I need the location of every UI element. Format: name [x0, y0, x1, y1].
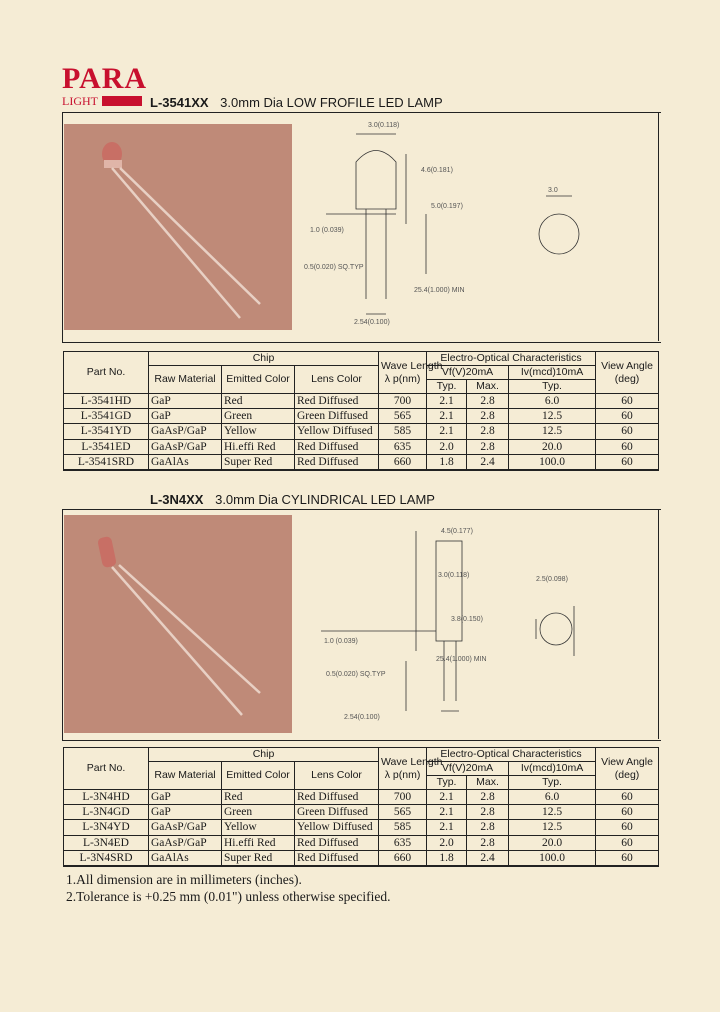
cell-emitted-color: Super Red: [222, 454, 295, 470]
dim-label-8: 3.0: [548, 187, 558, 194]
cell-vf-typ: 2.0: [427, 835, 467, 850]
cell-emitted-color: Yellow: [222, 820, 295, 835]
cell-wavelength: 635: [379, 439, 427, 454]
cell-part-no: L-3541ED: [64, 439, 149, 454]
cell-wavelength: 700: [379, 394, 427, 409]
cell-lens-color: Green Diffused: [295, 805, 379, 820]
header-view-angle-text: View Angle: [601, 755, 653, 768]
cell-raw-material: GaAsP/GaP: [149, 439, 222, 454]
cell-wavelength: 585: [379, 424, 427, 439]
header-chip: Chip: [149, 352, 379, 366]
table-row: [64, 850, 659, 866]
table-row: [64, 790, 659, 805]
cell-raw-material: GaAlAs: [149, 850, 222, 866]
cell-lens-color: Red Diffused: [295, 439, 379, 454]
cell-raw-material: GaAsP/GaP: [149, 820, 222, 835]
header-iv: Iv(mcd)10mA: [509, 762, 596, 776]
cell-iv-typ: 12.5: [509, 424, 596, 439]
section-1-heading: [150, 95, 443, 110]
header-lens-color: Lens Color: [295, 366, 379, 394]
header-vf-max: Max.: [467, 380, 509, 394]
header-raw-material: Raw Material: [149, 762, 222, 790]
cell-vf-max: 2.8: [467, 424, 509, 439]
section-1-product-photo: [64, 124, 292, 330]
logo-bar: [102, 96, 142, 106]
dim-label-8: 2.5(0.098): [536, 576, 568, 583]
header-wave-length-text: Wave Length: [381, 755, 443, 768]
cell-raw-material: GaP: [149, 805, 222, 820]
cell-wavelength: 660: [379, 454, 427, 470]
cell-iv-typ: 20.0: [509, 835, 596, 850]
section-1-spec-table: [63, 351, 659, 471]
cell-iv-typ: 6.0: [509, 394, 596, 409]
section-1-part-series: L-3541XX: [150, 95, 209, 110]
cell-emitted-color: Hi.effi Red: [222, 439, 295, 454]
cell-iv-typ: 100.0: [509, 850, 596, 866]
section-1-dimension-drawing: [296, 114, 656, 340]
cell-view-angle: 60: [596, 409, 659, 424]
cell-raw-material: GaP: [149, 394, 222, 409]
cell-emitted-color: Red: [222, 790, 295, 805]
cell-lens-color: Red Diffused: [295, 835, 379, 850]
dim-label-5: 0.5(0.020) SQ.TYP: [326, 671, 386, 678]
cell-wavelength: 565: [379, 805, 427, 820]
header-wave-unit: λ p(nm): [384, 372, 421, 385]
header-part-no: Part No.: [64, 352, 149, 394]
table-row: [64, 820, 659, 835]
dim-label-3: 3.8(0.150): [451, 616, 483, 623]
cell-emitted-color: Hi.effi Red: [222, 835, 295, 850]
cell-raw-material: GaAlAs: [149, 454, 222, 470]
header-lens-color: Lens Color: [295, 762, 379, 790]
header-iv: Iv(mcd)10mA: [509, 366, 596, 380]
cell-part-no: L-3N4HD: [64, 790, 149, 805]
cell-raw-material: GaP: [149, 409, 222, 424]
dim-label-1: 3.0(0.118): [368, 122, 400, 129]
notes: [66, 871, 390, 905]
header-deg: (deg): [614, 768, 640, 781]
cell-vf-typ: 2.1: [427, 790, 467, 805]
dim-label-2: 3.0(0.118): [438, 572, 470, 579]
note-1: 1.All dimension are in millimeters (inches).: [66, 872, 302, 887]
table-row: [64, 424, 659, 439]
para-light-logo: [62, 62, 148, 110]
section-1-description: 3.0mm Dia LOW FROFILE LED LAMP: [220, 95, 443, 110]
cell-lens-color: Yellow Diffused: [295, 820, 379, 835]
cell-wavelength: 565: [379, 409, 427, 424]
header-electro-optical: Electro-Optical Characteristics: [427, 748, 596, 762]
cell-vf-typ: 1.8: [427, 850, 467, 866]
dim-label-7: 2.54(0.100): [344, 714, 380, 721]
cell-part-no: L-3541YD: [64, 424, 149, 439]
cell-vf-typ: 2.1: [427, 409, 467, 424]
cell-wavelength: 635: [379, 835, 427, 850]
dim-label-3: 5.0(0.197): [431, 203, 463, 210]
cell-vf-typ: 2.1: [427, 820, 467, 835]
cell-part-no: L-3N4YD: [64, 820, 149, 835]
cell-emitted-color: Super Red: [222, 850, 295, 866]
logo-brand: PARA: [62, 62, 148, 95]
header-wave-length: [379, 352, 443, 394]
header-wave-length: [379, 748, 443, 790]
header-vf: Vf(V)20mA: [427, 366, 509, 380]
header-chip: Chip: [149, 748, 379, 762]
cell-view-angle: 60: [596, 439, 659, 454]
header-vf-typ: Typ.: [427, 380, 467, 394]
header-wave-unit: λ p(nm): [384, 768, 421, 781]
header-view-angle: [596, 748, 659, 790]
header-view-angle-text: View Angle: [601, 359, 653, 372]
header-emitted-color: Emitted Color: [222, 366, 295, 394]
cell-raw-material: GaP: [149, 790, 222, 805]
cell-emitted-color: Red: [222, 394, 295, 409]
header-iv-typ: Typ.: [509, 776, 596, 790]
cell-vf-typ: 2.1: [427, 394, 467, 409]
cell-raw-material: GaAsP/GaP: [149, 835, 222, 850]
section-2-description: 3.0mm Dia CYLINDRICAL LED LAMP: [215, 492, 435, 507]
cell-part-no: L-3N4SRD: [64, 850, 149, 866]
header-deg: (deg): [614, 372, 640, 385]
cell-lens-color: Red Diffused: [295, 454, 379, 470]
cell-vf-max: 2.8: [467, 439, 509, 454]
dim-label-7: 2.54(0.100): [354, 319, 390, 326]
cell-part-no: L-3541GD: [64, 409, 149, 424]
table-row: [64, 835, 659, 850]
cell-wavelength: 585: [379, 820, 427, 835]
cell-vf-max: 2.4: [467, 850, 509, 866]
cell-emitted-color: Yellow: [222, 424, 295, 439]
cell-part-no: L-3541SRD: [64, 454, 149, 470]
cell-iv-typ: 20.0: [509, 439, 596, 454]
cell-raw-material: GaAsP/GaP: [149, 424, 222, 439]
dim-label-6: 25.4(1.000) MIN: [436, 656, 487, 663]
cell-view-angle: 60: [596, 790, 659, 805]
section-2-product-photo: [64, 515, 292, 733]
cell-view-angle: 60: [596, 454, 659, 470]
cell-lens-color: Red Diffused: [295, 394, 379, 409]
header-iv-typ: Typ.: [509, 380, 596, 394]
header-emitted-color: Emitted Color: [222, 762, 295, 790]
section-2-part-series: L-3N4XX: [150, 492, 204, 507]
dim-label-6: 25.4(1.000) MIN: [414, 287, 465, 294]
cell-view-angle: 60: [596, 820, 659, 835]
section-2-box-right-edge: [658, 509, 659, 739]
cell-vf-typ: 2.1: [427, 424, 467, 439]
cell-vf-typ: 2.0: [427, 439, 467, 454]
cell-vf-max: 2.8: [467, 790, 509, 805]
section-2-heading: [150, 492, 435, 507]
cell-iv-typ: 6.0: [509, 790, 596, 805]
cell-iv-typ: 100.0: [509, 454, 596, 470]
section-2-dimension-drawing: [296, 511, 656, 737]
cell-wavelength: 660: [379, 850, 427, 866]
section-1-box-right-edge: [658, 112, 659, 341]
header-vf-typ: Typ.: [427, 776, 467, 790]
header-vf: Vf(V)20mA: [427, 762, 509, 776]
note-2: 2.Tolerance is +0.25 mm (0.01") unless otherwise specified.: [66, 889, 391, 904]
cell-view-angle: 60: [596, 835, 659, 850]
table-row: [64, 409, 659, 424]
table-row: [64, 439, 659, 454]
table-row: [64, 805, 659, 820]
cell-vf-typ: 1.8: [427, 454, 467, 470]
cell-view-angle: 60: [596, 805, 659, 820]
cell-vf-typ: 2.1: [427, 805, 467, 820]
table-row: [64, 394, 659, 409]
cell-vf-max: 2.8: [467, 805, 509, 820]
cell-part-no: L-3N4GD: [64, 805, 149, 820]
cell-view-angle: 60: [596, 850, 659, 866]
header-electro-optical: Electro-Optical Characteristics: [427, 352, 596, 366]
dim-label-5: 0.5(0.020) SQ.TYP: [304, 264, 364, 271]
table-row: [64, 454, 659, 470]
cell-view-angle: 60: [596, 424, 659, 439]
cell-vf-max: 2.8: [467, 820, 509, 835]
led-low-profile-photo-icon: [64, 124, 292, 330]
cell-iv-typ: 12.5: [509, 409, 596, 424]
dim-label-2: 4.6(0.181): [421, 167, 453, 174]
cell-vf-max: 2.4: [467, 454, 509, 470]
header-vf-max: Max.: [467, 776, 509, 790]
cell-lens-color: Yellow Diffused: [295, 424, 379, 439]
cell-iv-typ: 12.5: [509, 820, 596, 835]
cell-vf-max: 2.8: [467, 835, 509, 850]
cell-view-angle: 60: [596, 394, 659, 409]
cell-vf-max: 2.8: [467, 409, 509, 424]
cell-vf-max: 2.8: [467, 394, 509, 409]
section-2-spec-table: [63, 747, 659, 867]
led-cylindrical-photo-icon: [64, 515, 292, 733]
cell-part-no: L-3N4ED: [64, 835, 149, 850]
header-raw-material: Raw Material: [149, 366, 222, 394]
cell-lens-color: Red Diffused: [295, 850, 379, 866]
dim-label-4: 1.0 (0.039): [324, 638, 358, 645]
drawing-lines: [321, 531, 574, 711]
cell-lens-color: Green Diffused: [295, 409, 379, 424]
logo-sub: LIGHT: [62, 94, 98, 108]
header-part-no: Part No.: [64, 748, 149, 790]
cell-wavelength: 700: [379, 790, 427, 805]
cell-emitted-color: Green: [222, 805, 295, 820]
dim-label-1: 4.5(0.177): [441, 528, 473, 535]
header-view-angle: [596, 352, 659, 394]
cell-part-no: L-3541HD: [64, 394, 149, 409]
header-wave-length-text: Wave Length: [381, 359, 443, 372]
dim-label-4: 1.0 (0.039): [310, 227, 344, 234]
cell-emitted-color: Green: [222, 409, 295, 424]
cell-iv-typ: 12.5: [509, 805, 596, 820]
cell-lens-color: Red Diffused: [295, 790, 379, 805]
